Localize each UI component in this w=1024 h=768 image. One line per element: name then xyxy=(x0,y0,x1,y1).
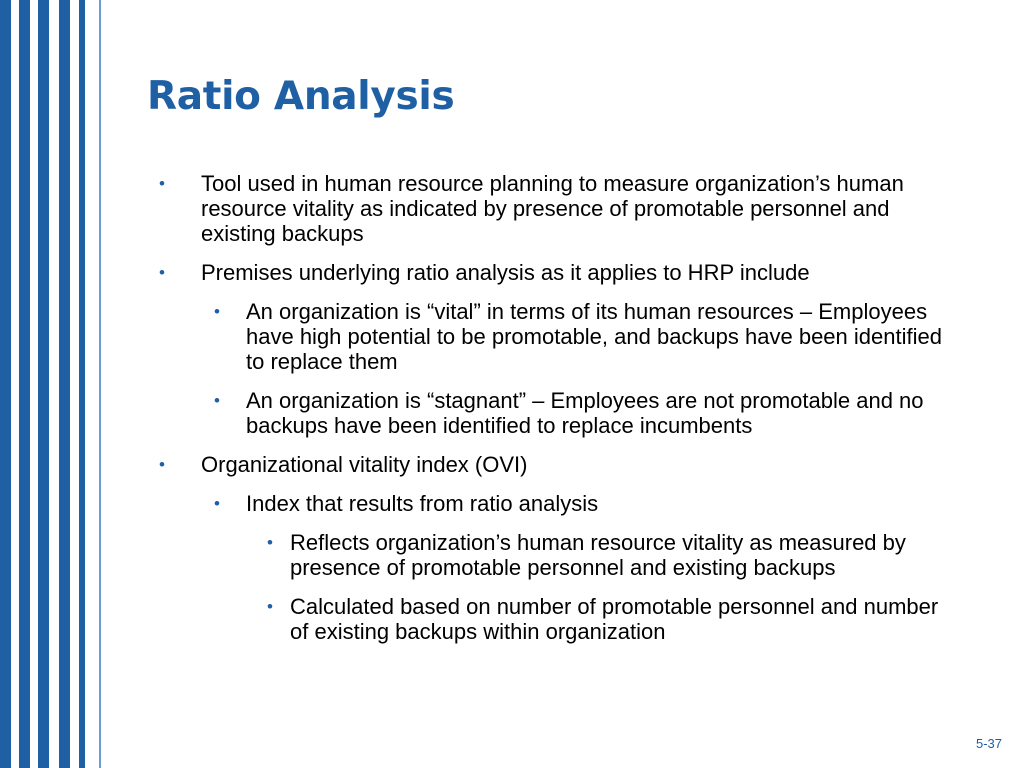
bullet-dot-icon: • xyxy=(267,597,273,616)
slide-title: Ratio Analysis xyxy=(147,74,455,119)
bullet-text: Index that results from ratio analysis xyxy=(246,491,599,516)
sub-sub-bullet-item xyxy=(157,530,947,580)
bullet-text: Calculated based on number of promotable personnel and number of existing backups within organization xyxy=(290,594,939,644)
bullet-text: Tool used in human resource planning to measure organization’s human resource vitality as indicated by presence of promotable personnel and existing backups xyxy=(201,171,904,246)
decorative-stripe xyxy=(0,0,11,768)
bullet-item xyxy=(157,260,947,285)
bullet-text: Organizational vitality index (OVI) xyxy=(201,452,528,477)
bullet-dot-icon: • xyxy=(159,455,165,474)
bullet-text: Premises underlying ratio analysis as it applies to HRP include xyxy=(201,260,810,285)
bullet-dot-icon: • xyxy=(214,391,220,410)
sub-bullet-item xyxy=(157,491,947,516)
bullet-text: An organization is “stagnant” – Employees are not promotable and no backups have been identified to replace incumbents xyxy=(246,388,924,438)
bullet-item xyxy=(157,171,947,246)
decorative-stripe xyxy=(79,0,85,768)
sub-bullet-item xyxy=(157,299,947,374)
bullet-dot-icon: • xyxy=(159,174,165,193)
bullet-dot-icon: • xyxy=(267,533,273,552)
sub-bullet-item xyxy=(157,388,947,438)
decorative-stripe xyxy=(59,0,70,768)
bullet-dot-icon: • xyxy=(214,494,220,513)
page-number: 5-37 xyxy=(975,736,1002,751)
decorative-stripe xyxy=(19,0,30,768)
sub-sub-bullet-item xyxy=(157,594,947,644)
bullet-text: Reflects organization’s human resource vitality as measured by presence of promotable personnel and existing backups xyxy=(290,530,906,580)
bullet-dot-icon: • xyxy=(159,263,165,282)
bullet-list xyxy=(157,171,947,658)
decorative-stripe xyxy=(38,0,49,768)
bullet-text: An organization is “vital” in terms of its human resources – Employees have high potential to be promotable, and backups have been identified to replace them xyxy=(246,299,942,374)
bullet-dot-icon: • xyxy=(214,302,220,321)
decorative-stripe xyxy=(99,0,101,768)
bullet-item xyxy=(157,452,947,477)
